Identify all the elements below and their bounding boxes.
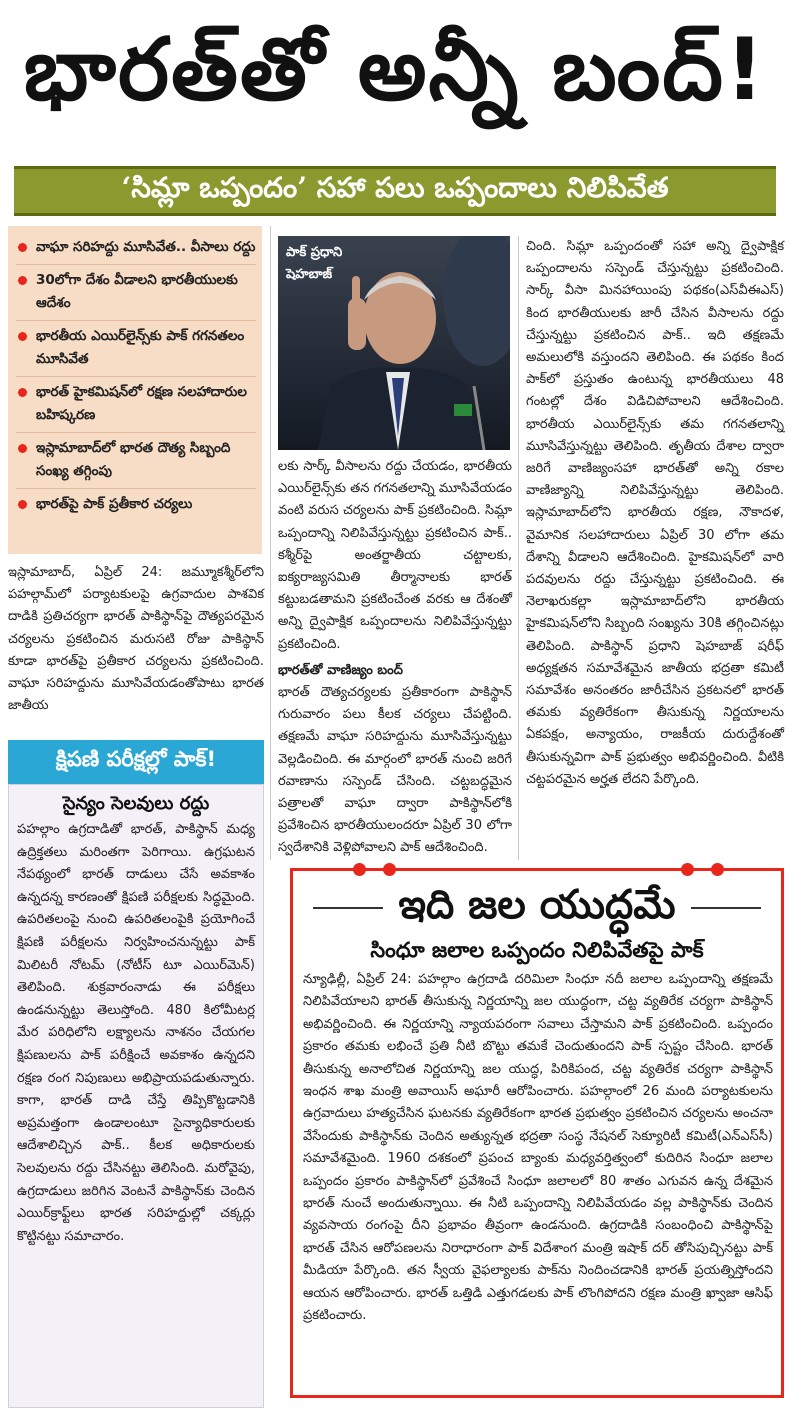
pm-photo bbox=[278, 236, 510, 450]
subheadline-bar bbox=[14, 166, 776, 216]
photo-caption-line1: పాక్ ప్రధాని bbox=[286, 245, 343, 260]
page-headline: భారత్‌తో అన్నీ బంద్! bbox=[23, 19, 767, 120]
bullet-dot-icon bbox=[18, 388, 27, 397]
highlight-item bbox=[16, 232, 256, 265]
article-paragraph: లకు సార్క్ వీసాలను రద్దు చేయడం, భారతీయ ఎయిర్‌లైన్స్‌కు తన గగనతలాన్ని మూసివేయడం వంటి వరుస చర్యలను పాక్ ప్రకటించింది. సిమ్లా ఒప్పందాన్ని నిలిపివేస్తున్నట్టు ప్రకటించిన పాక్.. కశ్మీర్‌పై అంతర్జాతీయ చట్టాలకు, ఐక్యరాజ్యసమితి తీర్మానాలకు భారత్ కట్టుబడతామని ప్రకటించేంత వరకు ఆ దేశంతో అన్ని ద్వైపాక్షిక ఒప్పందాలను నిలిపివేస్తున్నట్టు ప్రకటించింది. bbox=[278, 459, 512, 652]
ornament-dot-icon bbox=[383, 863, 396, 876]
highlight-text: భారత్‌పై పాక్ ప్రతీకార చర్యలు bbox=[36, 496, 193, 512]
missile-header-text: క్షిపణి పరీక్షల్లో పాక్! bbox=[55, 747, 217, 771]
highlight-item bbox=[16, 489, 256, 521]
main-column-1 bbox=[8, 562, 264, 730]
highlight-text: భారతీయ ఎయిర్‌లైన్స్‌కు పాక్ గగనతలం మూసివేత bbox=[36, 328, 245, 367]
main-column-2 bbox=[278, 456, 512, 860]
missile-section-header bbox=[8, 740, 264, 784]
missile-subhead: సైన్యం సెలవులు రద్దు bbox=[62, 793, 210, 814]
bullet-dot-icon bbox=[18, 500, 27, 509]
highlight-text: వాఘా సరిహద్దు మూసివేత.. వీసాలు రద్దు bbox=[36, 239, 256, 255]
subheadline: ‘సిమ్లా ఒప్పందం’ సహా పలు ఒప్పందాలు నిలిపివేత bbox=[121, 171, 669, 204]
article-paragraph: భారత్ దౌత్యచర్యలకు ప్రతీకారంగా పాకిస్థాన్ గురువారం పలు కీలక చర్యలు చేపట్టింది. తక్షణమే వాఘా సరిహద్దును మూసివేస్తున్నట్టు వెల్లడించింది. ఈ మార్గంలో భారత్ నుంచి జరిగే రవాణాను సస్పెండ్ చేసింది. చట్టబద్ధమైన పత్రాలతో వాఘా ద్వారా పాకిస్థాన్‌లోకి ప్రవేశించిన భారతీయులందరూ ఏప్రిల్ 30 లోగా స్వదేశానికి వెళ్లిపోవాలని పాక్ ఆదేశించింది. bbox=[278, 685, 512, 856]
water-title: ఇది జల యుద్ధమే bbox=[398, 882, 676, 928]
water-body: న్యూఢిల్లీ, ఏప్రిల్ 24: పహల్గాం ఉగ్రదాడి దరిమిలా సింధూ నదీ జలాల ఒప్పందాన్ని తక్షణమే నిలిపివేయాలని భారత్ తీసుకున్న నిర్ణయాన్ని జల యుద్ధంగా, చట్ట వ్యతిరేక చర్యగా పాకిస్థాన్ అభివర్ణించింది. ఈ నిర్ణయాన్ని న్యాయపరంగా సవాలు చేస్తామని పాక్ ప్రకటించింది. ఒప్పందం ప్రకారం తమకు లభించే ప్రతి నీటి బొట్టు తమకే చెందుతుందని పాక్ స్పష్టం చేసింది. భారత్ తీసుకున్న అనాలోచిత నిర్ణయాన్ని జల యుద్ధ, పిరికిపంద, చట్ట వ్యతిరేక చర్యగా పాకిస్థాన్ ఇంధన శాఖ మంత్రి అవాయిస్ అఘారీ ఆరోపించారు. పహల్గాంలో 26 మంది పర్యాటకులను ఉగ్రవాదులు హత్యచేసిన ఘటనకు వ్యతిరేకంగా భారత ప్రభుత్వం ప్రకటించిన చర్యలను అంచనా వేసేందుకు పాకిస్థాన్‌కు చెందిన అత్యున్నత భద్రతా సంస్థ నేషనల్ సెక్యూరిటీ కమిటీ(ఎన్‌ఎస్‌సీ) సమావేశమైంది. 1960 దశకంలో ప్రపంచ బ్యాంకు మధ్యవర్తిత్వంలో కుదిరిన సింధూ జలాల ఒప్పందం ప్రకారం పాకిస్థాన్‌లో ప్రవేశించే సింధూ జలాలలో 80 శాతం ఎగువన ఉన్న దేశమైన భారత్ నుంచే అందుతున్నాయి. ఈ నీటి ఒప్పందాన్ని నిలిపివేయడం వల్ల పాకిస్థాన్‌కు చెందిన వ్యవసాయ రంగంపై దీని ప్రభావం తీవ్రంగా ఉండనుంది. ఉగ్రదాడికి సంబంధించి పాకిస్థాన్‌పై భారత్ చేసిన ఆరోపణలను నిరాధారంగా పాక్ విదేశాంగ మంత్రి ఇషాక్ దర్ తోసిపుచ్చినట్టు పాక్ మీడియా పేర్కొంది. తన స్వీయ వైఫల్యాలకు పాక్‌ను నిందించడానికి భారత్ ప్రయత్నిస్తోందని ఆయన ఆరోపించారు. భారత్ ఒత్తిడి ఎత్తుగడలకు పాక్ లొంగిపోదని రక్షణ మంత్రి ఖ్వాజా ఆసిఫ్ ప్రకటించారు. bbox=[303, 972, 773, 1324]
highlight-text: భారత్ హైకమిషన్‌లో రక్షణ సలహాదారుల బహిష్కరణ bbox=[36, 384, 247, 423]
missile-section bbox=[8, 784, 264, 1408]
highlight-item bbox=[16, 433, 256, 489]
highlight-text: ఇస్లామాబాద్‌లో భారత దౌత్య సిబ్బంది సంఖ్య తగ్గింపు bbox=[36, 440, 231, 479]
article-paragraph: ఇస్లామాబాద్, ఏప్రిల్ 24: జమ్మూకశ్మీర్‌లోని పహల్గామ్‌లో పర్యాటకులపై ఉగ్రవాదుల పాశవిక దాడికి ప్రతిచర్యగా భారత్ పాకిస్థాన్‌పై దౌత్యపరమైన చర్యలను ప్రకటించిన మరుసటి రోజు పాకిస్థాన్ కూడా భారత్‌పై ప్రతీకార చర్యలను ప్రకటించింది. వాఘా సరిహద్దును మూసివేయడంతోపాటు భారత జాతీయ bbox=[8, 565, 264, 714]
bullet-dot-icon bbox=[18, 276, 27, 285]
water-war-section bbox=[290, 868, 784, 1398]
bullet-dot-icon bbox=[18, 332, 27, 341]
bullet-dot-icon bbox=[18, 444, 27, 453]
photo-caption bbox=[286, 242, 342, 286]
bullet-dot-icon bbox=[18, 243, 27, 252]
photo-caption-line2: షెహబాజ్ bbox=[286, 267, 333, 282]
column-divider bbox=[518, 236, 519, 860]
main-column-3 bbox=[526, 236, 784, 860]
highlight-item bbox=[16, 265, 256, 321]
water-subtitle: సింధూ జలాల ఒప్పందం నిలిపివేతపై పాక్ bbox=[370, 938, 704, 962]
ornament-dot-icon bbox=[681, 863, 694, 876]
section-subhead: భారత్‌తో వాణిజ్యం బంద్ bbox=[278, 662, 403, 678]
article-paragraph: చింది. సిమ్లా ఒప్పందంతో సహా అన్ని ద్వైపాక్షిక ఒప్పందాలను సస్పెండ్ చేస్తున్నట్టు ప్రకటించింది. సార్క్ వీసా మినహాయింపు పథకం(ఎస్‌వీఈఎస్) కింద భారతీయులకు జారీ చేసిన వీసాలను రద్దు చేస్తున్నట్టు ప్రకటించిన పాక్.. ఇది తక్షణమే అమలులోకి వస్తుందని తెలిపింది. ఈ పథకం కింద పాక్‌లో ప్రస్తుతం ఉంటున్న భారతీయులు 48 గంటల్లో దేశం విడిచిపోవాలని ఆదేశించింది. భారతీయ ఎయిర్‌లైన్స్‌కు తమ గగనతలాన్ని మూసివేస్తున్నట్టు తెలిపింది. తృతీయ దేశాల ద్వారా జరిగే వాణిజ్యంసహా భారత్‌తో అన్ని రకాల వాణిజ్యాన్ని నిలిపివేస్తున్నట్టు తెలిపింది. ఇస్లామాబాద్‌లోని భారతీయ రక్షణ, నౌకాదళ, వైమానిక సలహాదారులు ఏప్రిల్ 30 లోగా తమ దేశాన్ని వీడాలని ఆదేశించింది. హైకమిషన్‌లో వారి పదవులను రద్దు చేస్తున్నట్టు ప్రకటించింది. ఈ నెలాఖరుకల్లా ఇస్లామాబాద్‌లోని భారతీయ హైకమిషన్‌లోని సిబ్బంది సంఖ్యను 30కి తగ్గించినట్లు తెలిపింది. పాకిస్థాన్ ప్రధాని షెహబాజ్ షరీఫ్ అధ్యక్షతన సమావేశమైన జాతీయ భద్రతా కమిటీ సమావేశం అనంతరం జారీచేసిన ప్రకటనలో భారత్ తమకు వ్యతిరేకంగా తీసుకున్న నిర్ణయాలను ఏకపక్షం, అన్యాయం, రాజకీయ దురుద్దేశంతో తీసుకున్నవిగా పాక్ ప్రభుత్వం అభివర్ణించింది. వీటికి చట్టపరమైన అర్హత లేదని పేర్కొంది. bbox=[526, 239, 784, 787]
highlight-item bbox=[16, 377, 256, 433]
highlights-box bbox=[8, 226, 262, 554]
ornament-dot-icon bbox=[711, 863, 724, 876]
missile-body: పహల్గాం ఉగ్రదాడితో భారత్, పాకిస్థాన్ మధ్య ఉద్రిక్తతలు మరింతగా పెరిగాయి. ఉగ్రఘటన నేపథ్యంలో భారత్ దాడులు చేసే అవకాశం ఉన్నదన్న కారణంతో క్షిపణి పరీక్షలకు సిద్ధమైంది. ఉపరితలంపై నుంచి ఉపరితలంపైకి ప్రయోగించే క్షిపణి పరీక్షలను నిర్వహించనున్నట్టు పాక్ మిలిటరీ నోటమ్ (నోటీస్ టూ ఎయిర్‌మెన్) తెలిపింది. శుక్రవారంనాడు ఈ పరీక్షలు ఉండనున్నట్టు తెలుస్తోంది. 480 కిలోమీటర్ల మేర పరిధిలోని లక్ష్యాలను నాశనం చేయగల క్షిపణులను పాక్ పరీక్షించే అవకాశం ఉన్నదని రక్షణ రంగ నిపుణులు అభిప్రాయపడుతున్నారు. కాగా, భారత్ దాడి చేస్తే తిప్పికొట్టడానికి అప్రమత్తంగా ఉండాలంటూ సైన్యాధికారులకు ఆదేశాలిచ్చిన పాక్.. కీలక అధికారులకు సెలవులను రద్దు చేసినట్టు తెలిసింది. మరోవైపు, ఉగ్రదాడులు జరిగిన వెంటనే పాకిస్థాన్‌కు చెందిన ఎయిర్‌క్రాఫ్ట్‌లు భారత సరిహద్దుల్లో చక్కర్లు కొట్టినట్టు సమాచారం. bbox=[17, 822, 255, 1244]
column-divider bbox=[270, 226, 271, 860]
ornament-dot-icon bbox=[353, 863, 366, 876]
highlight-text: 30లోగా దేశం వీడాలని భారతీయులకు ఆదేశం bbox=[36, 272, 238, 311]
highlight-item bbox=[16, 321, 256, 377]
